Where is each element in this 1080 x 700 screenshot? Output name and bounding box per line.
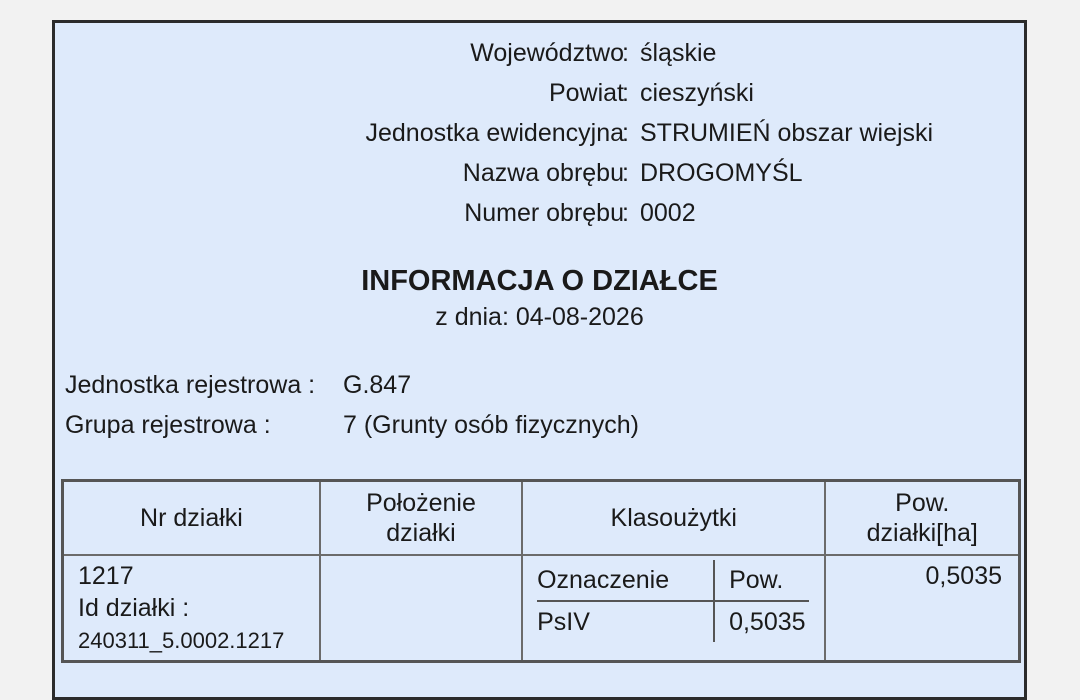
designation-header: Oznaczenie (537, 560, 714, 601)
land-use-subtable (537, 560, 809, 642)
voivodeship-row (55, 35, 1024, 71)
plot-location-cell (320, 555, 522, 662)
plot-number-cell (63, 555, 320, 662)
precinct-number-row (55, 195, 1024, 231)
report-date: z dnia: 04-08-2026 (435, 303, 644, 331)
county-label: Powiat (548, 79, 624, 107)
plot-id-label: Id działki : (78, 594, 190, 622)
precinct-name-value: DROGOMYŚL (640, 159, 803, 187)
plot-info-panel (52, 20, 1027, 700)
plot-number: 1217 (78, 562, 134, 590)
plots-table (61, 479, 1021, 663)
land-use-designation: PsIV (537, 608, 590, 636)
separator: : (622, 159, 629, 187)
precinct-name-label: Nazwa obrębu (462, 159, 624, 187)
land-use-area: 0,5035 (714, 601, 809, 642)
header-plot-area-line2: działki[ha] (866, 519, 978, 547)
land-use-cell (522, 555, 825, 662)
table-header-row (63, 481, 1020, 556)
cadastral-unit-row (55, 115, 1024, 151)
registry-group-label: Grupa rejestrowa : (65, 411, 271, 439)
cadastral-unit-label: Jednostka ewidencyjna (365, 119, 624, 147)
land-use-header-row (537, 560, 809, 601)
registry-unit-value: G.847 (343, 371, 412, 399)
header-plot-area (825, 481, 1019, 556)
cadastral-unit-value: STRUMIEŃ obszar wiejski (640, 119, 934, 147)
page-title: INFORMACJA O DZIAŁCE (361, 265, 718, 297)
plot-area-value: 0,5035 (925, 562, 1002, 590)
voivodeship-value: śląskie (640, 39, 717, 67)
table-row (63, 555, 1020, 662)
header-plot-location-line1: Położenie (366, 489, 476, 517)
precinct-name-row (55, 155, 1024, 191)
county-value: cieszyński (640, 79, 754, 107)
precinct-number-value: 0002 (640, 199, 696, 227)
separator: : (622, 119, 629, 147)
header-plot-location-line2: działki (386, 519, 456, 547)
header-land-use-classes: Klasoużytki (522, 481, 825, 556)
county-row (55, 75, 1024, 111)
header-plot-location (320, 481, 522, 556)
header-plot-area-line1: Pow. (895, 489, 950, 517)
registry-unit-label: Jednostka rejestrowa : (65, 371, 316, 399)
voivodeship-label: Województwo (470, 39, 624, 67)
separator: : (622, 79, 629, 107)
area-header: Pow. (714, 560, 809, 601)
separator: : (622, 199, 629, 227)
registry-group-value: 7 (Grunty osób fizycznych) (343, 411, 639, 439)
land-use-row (537, 601, 809, 642)
plot-area-cell (825, 555, 1019, 662)
header-plot-number: Nr działki (63, 481, 320, 556)
precinct-number-label: Numer obrębu (464, 199, 624, 227)
plot-id-value: 240311_5.0002.1217 (78, 628, 285, 653)
separator: : (622, 39, 629, 67)
